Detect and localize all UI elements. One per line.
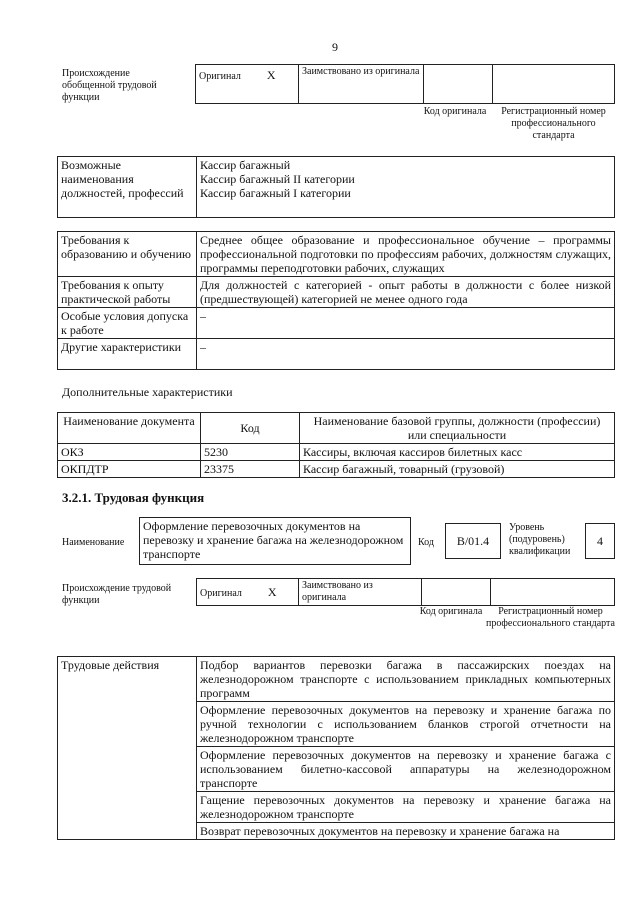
additional-table [57, 412, 615, 478]
original-label: Оригинал [200, 588, 242, 599]
req-value: – [197, 308, 615, 339]
borrowed-cell: Заимствовано из оригинала [299, 579, 422, 606]
level-value: 4 [586, 524, 615, 559]
req-label: Требования к опыту практической работы [58, 277, 197, 308]
page-number: 9 [332, 40, 338, 54]
level-label: Уровень (подуровень) квалификации [509, 522, 571, 557]
req-label: Особые условия допуска к работе [58, 308, 197, 339]
origin-label: Происхождение трудовой функции [62, 583, 172, 606]
action-item: Оформление перевозочных документов на перевозку и хранение багажа с использованием билетно-кассовой аппаратуры на железнодорожном транспорте [197, 747, 615, 792]
reg-cell [491, 579, 615, 606]
code-original-caption: Код оригинала [423, 106, 487, 117]
cell-name: Кассир багажный, товарный (грузовой) [300, 461, 615, 478]
action-item: Подбор вариантов перевозки багажа в пассажирских поездах на железнодорожном транспорте с использованием прикладных компьютерных программ [197, 657, 615, 702]
code-cell [422, 579, 491, 606]
function-name: Оформление перевозочных документов на перевозку и хранение багажа на железнодорожном транспорте [140, 518, 411, 565]
actions-table [57, 656, 615, 840]
cell-code: 5230 [201, 444, 300, 461]
req-label: Другие характеристики [58, 339, 197, 370]
level-table [585, 523, 615, 559]
table-row [58, 461, 615, 478]
action-item: Гащение перевозочных документов на перевозку и хранение багажа на железнодорожном транспорте [197, 792, 615, 823]
position-item: Кассир багажный II категории [200, 172, 355, 186]
table-row [58, 444, 615, 461]
original-mark: X [267, 585, 277, 599]
code-label: Код [418, 537, 434, 548]
reg-number-caption: Регистрационный номер профессионального стандарта [486, 606, 615, 629]
cell-code: 23375 [201, 461, 300, 478]
original-label: Оригинал [199, 71, 241, 82]
req-value: – [197, 339, 615, 370]
action-item: Возврат перевозочных документов на перевозку и хранение багажа на [197, 823, 615, 840]
positions-list [197, 157, 615, 218]
borrowed-cell: Заимствовано из оригинала [299, 65, 424, 104]
original-cell [197, 579, 299, 606]
function-name-table [139, 517, 411, 565]
cell-doc: ОКЗ [58, 444, 201, 461]
position-item: Кассир багажный I категории [200, 186, 351, 200]
reg-number-caption: Регистрационный номер профессионального стандарта [501, 106, 606, 141]
origin-table [196, 578, 615, 606]
positions-table [57, 156, 615, 218]
position-item: Кассир багажный [200, 158, 291, 172]
reg-cell [493, 65, 615, 104]
req-value: Среднее общее образование и профессиональное обучение – программы профессиональной подготовки по профессиям рабочих, должностям служащих, программы переподготовки рабочих, служащих [197, 232, 615, 277]
action-item: Оформление перевозочных документов на перевозку и хранение багажа по ручной технологии с использованием бланков строгой отчетности на железнодорожном транспорте [197, 702, 615, 747]
code-cell [424, 65, 493, 104]
name-label: Наименование [62, 537, 125, 548]
header-code: Код [201, 413, 300, 444]
cell-doc: ОКПДТР [58, 461, 201, 478]
cell-name: Кассиры, включая кассиров билетных касс [300, 444, 615, 461]
req-label: Требования к образованию и обучению [58, 232, 197, 277]
section-title: 3.2.1. Трудовая функция [62, 490, 205, 505]
header-doc: Наименование документа [58, 413, 201, 444]
origin-label: Происхождение обобщенной трудовой функции [62, 68, 157, 103]
positions-label: Возможные наименования должностей, профессий [58, 157, 197, 218]
origin-table [195, 64, 615, 104]
function-code: B/01.4 [446, 524, 501, 559]
header-name: Наименование базовой группы, должности (профессии) или специальности [300, 413, 615, 444]
original-cell [196, 65, 299, 104]
req-value: Для должностей с категорией - опыт работы в должности с более низкой (предшествующей) категорией не менее одного года [197, 277, 615, 308]
original-mark: X [266, 68, 276, 82]
actions-label: Трудовые действия [58, 657, 197, 840]
additional-title: Дополнительные характеристики [62, 385, 233, 399]
function-code-table [445, 523, 501, 559]
requirements-table [57, 231, 615, 370]
code-original-caption: Код оригинала [419, 606, 483, 617]
